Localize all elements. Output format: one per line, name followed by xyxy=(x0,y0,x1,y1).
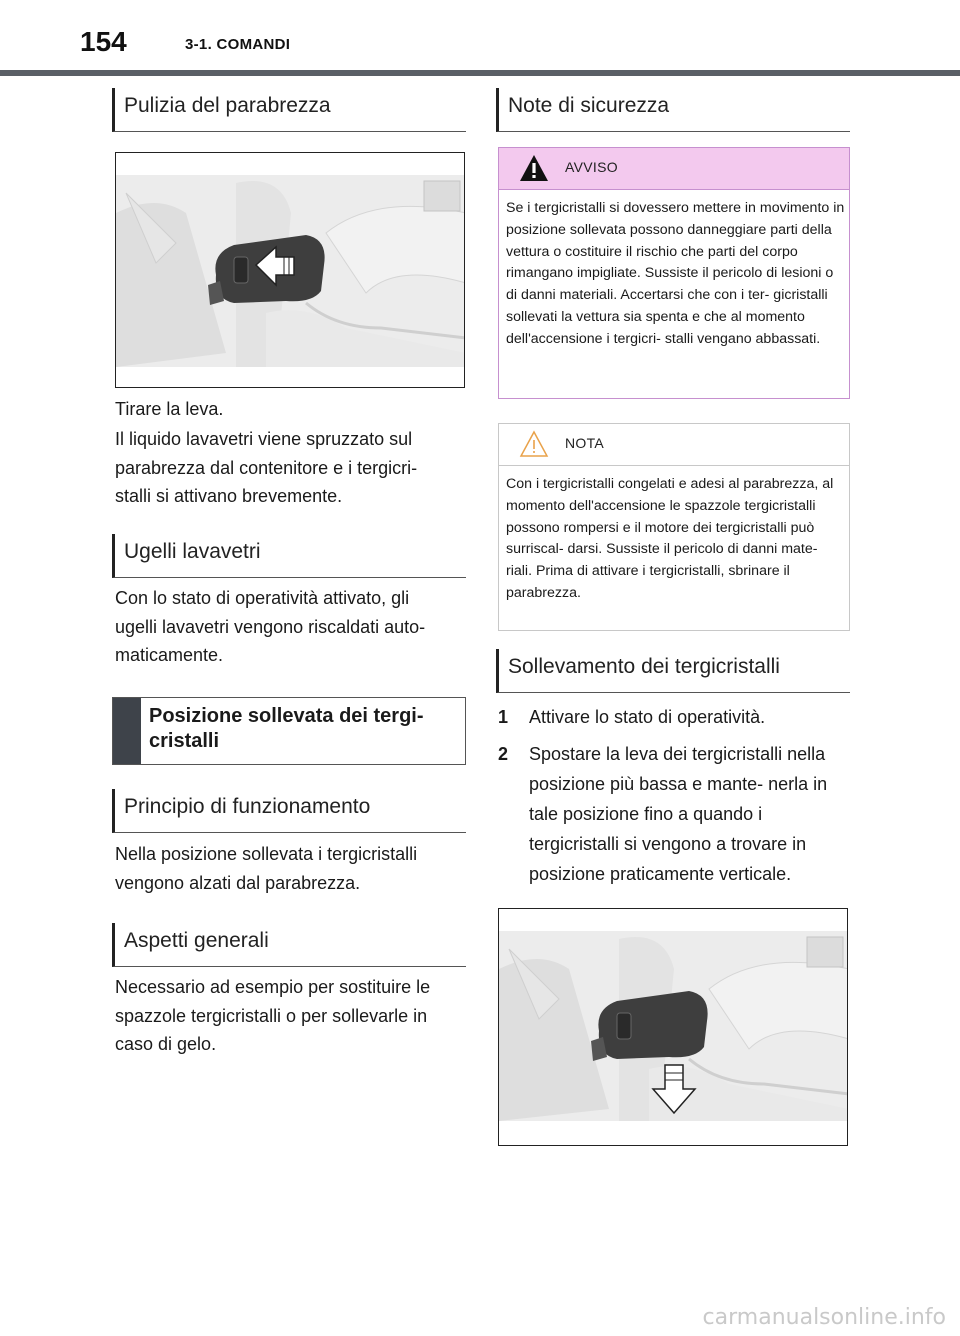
heading-aspetti xyxy=(112,923,466,967)
heading-pulizia xyxy=(112,88,466,132)
step-text: Spostare la leva dei tergicristalli nella posizione più bassa e mante- nerla in tale posizione fino a quando i tergicristalli si vengono a trovare in posizione praticamente verticale. xyxy=(529,744,828,884)
para-ugelli: Con lo stato di operatività attivato, gli ugelli lavavetri vengono riscaldati auto- maticamente. xyxy=(115,588,426,665)
warning-title: AVVISO xyxy=(565,159,618,175)
header-rule xyxy=(0,70,960,76)
note-title: NOTA xyxy=(565,435,605,451)
page-number: 154 xyxy=(80,26,127,57)
warning-header xyxy=(499,148,849,190)
figure-windshield-wash-lever xyxy=(115,152,465,388)
watermark: carmanualsonline.info xyxy=(702,1305,946,1330)
para-tirare: Tirare la leva. xyxy=(115,399,224,419)
heading-note-sicurezza xyxy=(496,88,850,132)
heading-principio-text: Principio di funzionamento xyxy=(124,795,371,818)
step-number: 1 xyxy=(498,707,509,727)
heading-principio xyxy=(112,789,466,833)
lever-pull-illustration xyxy=(116,153,465,388)
warning-triangle-icon xyxy=(519,154,549,182)
heading-note-text: Note di sicurezza xyxy=(508,94,670,117)
warning-text: Se i tergicristalli si dovessero mettere in movimento in posizione sollevata possono danneggiare parti della vettura o costituire il rischio che parti del corpo rimangano impigliate. Sussiste il pericolo di lesioni o di danni materiali. Accertarsi che con i ter- gicristalli sollevati la vettura sia spenta e che al momento dell'accensione i tergicri- stalli vengano abbassati. xyxy=(506,200,845,347)
heading-posizione-sollevata xyxy=(112,697,466,765)
heading-posizione-text: Posizione sollevata dei tergi- cristalli xyxy=(149,705,424,752)
warning-box xyxy=(498,147,850,399)
page-header xyxy=(0,0,960,78)
note-text: Con i tergicristalli congelati e adesi al parabrezza, al momento dell'accensione le spazzole tergicristalli possono rompersi e il motore dei tergicristalli può surriscal- darsi. Sussiste il pericolo di danni mate- riali. Prima di attivare i tergicristalli, sbrinare il parabrezza. xyxy=(506,476,834,601)
section-label: 3-1. COMANDI xyxy=(185,36,291,53)
heading-ugelli xyxy=(112,534,466,578)
figure-wiper-raise-lever xyxy=(498,908,848,1146)
heading-ugelli-text: Ugelli lavavetri xyxy=(124,540,261,563)
lever-down-illustration xyxy=(499,909,848,1146)
heading-aspetti-text: Aspetti generali xyxy=(124,929,269,952)
step-text: Attivare lo stato di operatività. xyxy=(529,707,766,727)
caution-triangle-icon xyxy=(519,430,549,458)
heading-sollevamento-text: Sollevamento dei tergicristalli xyxy=(508,655,780,678)
para-liquido: Il liquido lavavetri viene spruzzato sul parabrezza dal contenitore e i tergicri- stalli si attivano brevemente. xyxy=(115,429,418,506)
para-principio: Nella posizione sollevata i tergicristalli vengono alzati dal parabrezza. xyxy=(115,844,418,893)
step-number: 2 xyxy=(498,744,509,764)
heading-bar xyxy=(113,698,141,764)
heading-pulizia-text: Pulizia del parabrezza xyxy=(124,94,331,117)
note-box xyxy=(498,423,850,631)
heading-sollevamento xyxy=(496,649,850,693)
para-aspetti: Necessario ad esempio per sostituire le spazzole tergicristalli o per sollevarle in caso di gelo. xyxy=(115,977,431,1054)
note-header xyxy=(499,424,849,466)
